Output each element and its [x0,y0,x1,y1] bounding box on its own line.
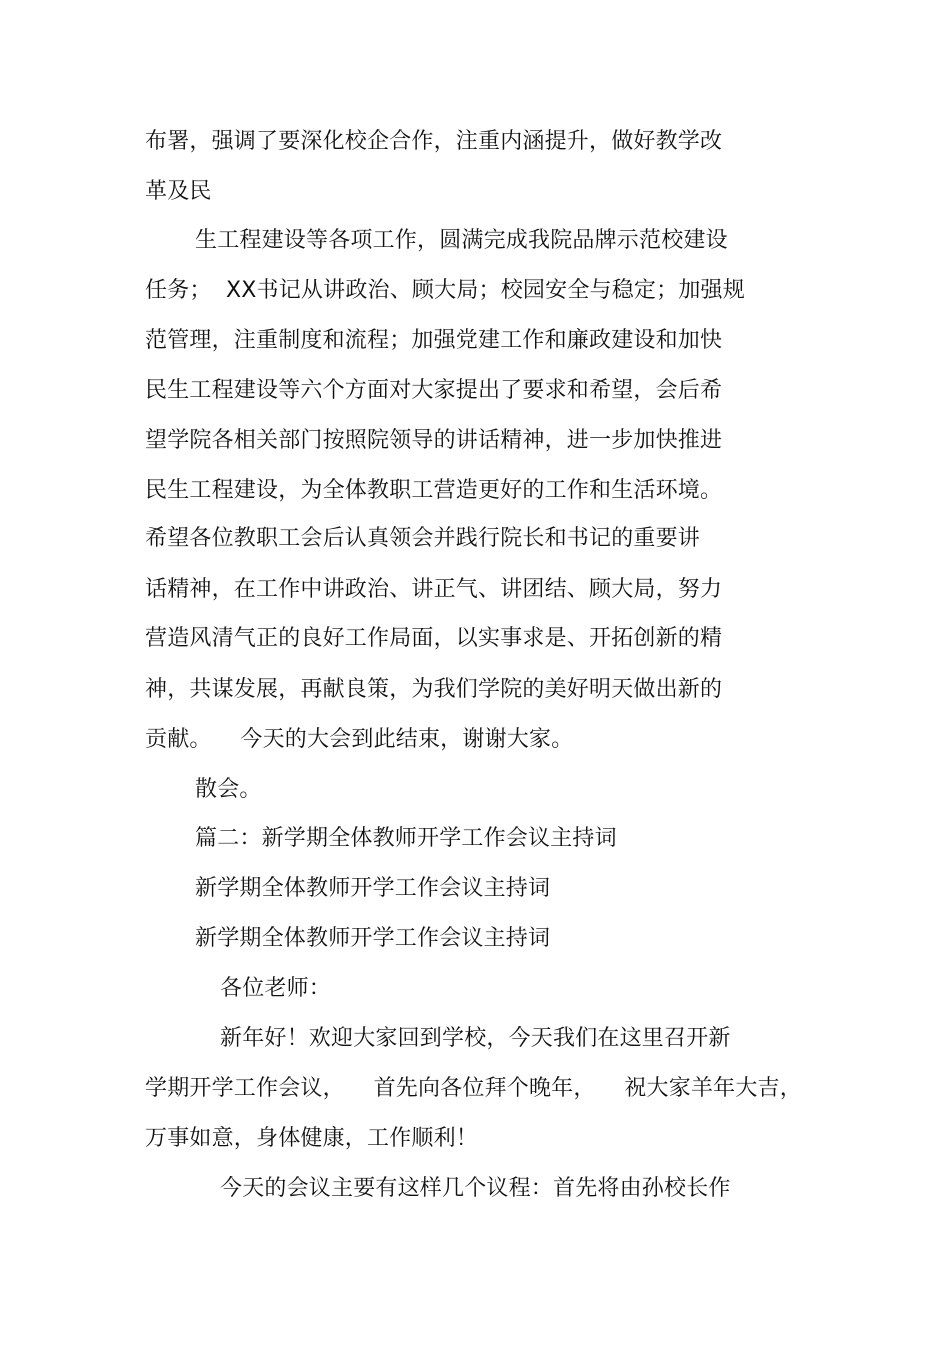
paragraph-line: 学期开学工作会议， 首先向各位拜个晚年， 祝大家羊年大吉， [145,1076,802,1101]
paragraph-line: 民生工程建设等六个方面对大家提出了要求和希望，会后希 [145,378,723,403]
adjourn-line: 散会。 [195,777,262,802]
paragraph-line: 任务； XX书记从讲政治、顾大局；校园安全与稳定；加强规 [145,278,745,303]
paragraph-line: 万事如意，身体健康，工作顺利！ [145,1126,479,1151]
paragraph-line: 营造风清气正的良好工作局面，以实事求是、开拓创新的精 [145,626,723,651]
paragraph-line: 话精神，在工作中讲政治、讲正气、讲团结、顾大局，努力 [145,577,723,602]
section-title: 新学期全体教师开学工作会议主持词 [195,876,551,901]
paragraph-line: 希望各位教职工会后认真领会并践行院长和书记的重要讲 [145,526,701,551]
paragraph-line: 新年好！欢迎大家回到学校，今天我们在这里召开新 [220,1026,731,1051]
paragraph-line: 生工程建设等各项工作，圆满完成我院品牌示范校建设 [195,228,728,253]
paragraph-line: 望学院各相关部门按照院领导的讲话精神，进一步加快推进 [145,428,723,453]
paragraph-line: 布署，强调了要深化校企合作，注重内涵提升，做好教学改 [145,129,723,154]
paragraph-line: 范管理，注重制度和流程；加强党建工作和廉政建设和加快 [145,328,723,353]
paragraph-line: 今天的会议主要有这样几个议程：首先将由孙校长作 [220,1176,731,1201]
section-heading: 篇二：新学期全体教师开学工作会议主持词 [195,826,617,851]
salutation: 各位老师： [220,976,332,1001]
paragraph-line: 民生工程建设，为全体教职工营造更好的工作和生活环境。 [145,478,723,503]
paragraph-line: 革及民 [145,179,212,204]
paragraph-line: 神，共谋发展，再献良策，为我们学院的美好明天做出新的 [145,677,723,702]
paragraph-line: 贡献。 今天的大会到此结束，谢谢大家。 [145,727,574,752]
section-title: 新学期全体教师开学工作会议主持词 [195,926,551,951]
